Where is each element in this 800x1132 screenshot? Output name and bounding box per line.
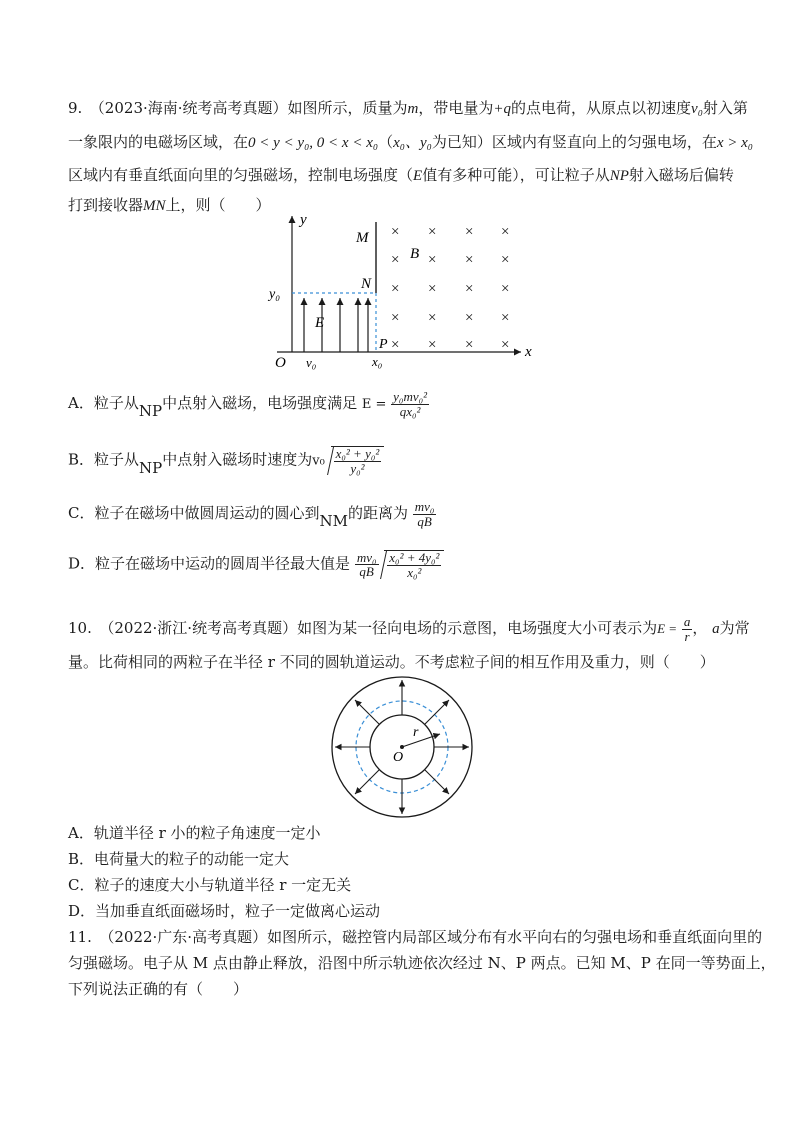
label-M: M — [356, 230, 369, 246]
svg-text:×: × — [391, 281, 400, 297]
q10-option-d[interactable]: D．当加垂直纸面磁场时，粒子一定做离心运动 — [68, 902, 381, 920]
svg-text:×: × — [391, 310, 400, 326]
label-v0: v₀ — [306, 355, 317, 370]
svg-text:×: × — [501, 252, 510, 268]
svg-text:×: × — [501, 337, 510, 353]
svg-text:×: × — [465, 310, 474, 326]
svg-text:×: × — [391, 337, 400, 353]
svg-text:×: × — [465, 281, 474, 297]
q11-line-3: 下列说法正确的有（ ） — [68, 980, 249, 998]
y0-label: y₀ — [269, 287, 281, 302]
svg-text:×: × — [428, 252, 437, 268]
q9-line-2: 一象限内的电磁场区域，在0 < y < y₀, 0 < x < x₀（x₀、y₀为已知）区域内有竖直向上的匀强电场，在x > x₀ — [68, 133, 754, 151]
q9-line-1: 9. （2023·海南·统考高考真题）如图所示，质量为m，带电量为+q的点电荷，从原点以初速度v₀射入第 — [68, 99, 748, 117]
q9-option-a[interactable]: A．粒子从NP中点射入磁场，电场强度满足 E = $\frac{\text{y₀mv₀²}}{\text{qx₀²}}$ — [68, 389, 428, 421]
q9-option-b[interactable]: B．粒子从NP中点射入磁场时速度为v₀ $\frac{\text{x₀² + y₀²}}{\text{y₀²}}$ — [68, 446, 384, 475]
svg-text:×: × — [428, 310, 437, 326]
svg-text:×: × — [501, 310, 510, 326]
label-E: E — [315, 315, 325, 331]
q9-option-c[interactable]: C．粒子在磁场中做圆周运动的圆心到NM的距离为 $\frac{\text{mv₀}}{qB}$ — [68, 499, 435, 531]
label-x0: x₀ — [372, 354, 383, 369]
svg-text:×: × — [501, 281, 510, 297]
svg-text:×: × — [428, 281, 437, 297]
magnetic-field-crosses — [391, 224, 509, 353]
svg-text:×: × — [428, 224, 437, 240]
svg-text:×: × — [391, 224, 400, 240]
q10-option-b[interactable]: B．电荷量大的粒子的动能一定大 — [68, 850, 290, 868]
q9-line-3: 区域内有垂直纸面向里的匀强磁场，控制电场强度（E值有多种可能），可让粒子从NP射入磁场后偏转 — [68, 166, 734, 184]
q9-option-d[interactable]: D．粒子在磁场中运动的圆周半径最大值是 $\frac{\text{mv₀}}{qB}$ $\frac{\text{x₀² + 4y₀²}}{\text{x₀²}}$ — [68, 550, 444, 579]
svg-text:×: × — [391, 252, 400, 268]
label-r: r — [413, 725, 419, 740]
center-point — [400, 745, 404, 749]
q10-line-2: 量。比荷相同的两粒子在半径 r 不同的圆轨道运动。不考虑粒子间的相互作用及重力，则（ ） — [68, 653, 715, 671]
q9-line-4: 打到接收器MN上，则（ ） — [68, 196, 271, 214]
svg-text:×: × — [465, 337, 474, 353]
label-O: O — [393, 750, 404, 765]
q10-option-a[interactable]: A．轨道半径 r 小的粒子角速度一定小 — [68, 824, 321, 842]
q10-radial-field-diagram — [327, 672, 477, 822]
x-axis-label: x — [525, 344, 532, 360]
svg-text:×: × — [465, 252, 474, 268]
svg-text:×: × — [501, 224, 510, 240]
q9-field-diagram — [255, 210, 545, 370]
q11-line-2: 匀强磁场。电子从 M 点由静止释放，沿图中所示轨迹依次经过 N、P 两点。已知 M、P 在同一等势面上， — [68, 954, 776, 972]
svg-text:×: × — [465, 224, 474, 240]
label-P: P — [379, 337, 388, 352]
label-N: N — [361, 276, 372, 292]
y-axis-label: y — [300, 212, 307, 228]
svg-text:×: × — [428, 337, 437, 353]
q10-option-c[interactable]: C．粒子的速度大小与轨道半径 r 一定无关 — [68, 876, 352, 894]
label-O: O — [275, 355, 286, 370]
q10-line-1: 10. （2022·浙江·统考高考真题）如图为某一径向电场的示意图，电场强度大小可表示为E = $\frac{a}{r}$ ， a为常 — [68, 614, 750, 644]
q11-line-1: 11. （2022·广东·高考真题）如图所示，磁控管内局部区域分布有水平向右的匀强电场和垂直纸面向里的 — [68, 928, 763, 946]
label-B: B — [410, 246, 420, 262]
electric-field-arrows — [304, 298, 368, 352]
